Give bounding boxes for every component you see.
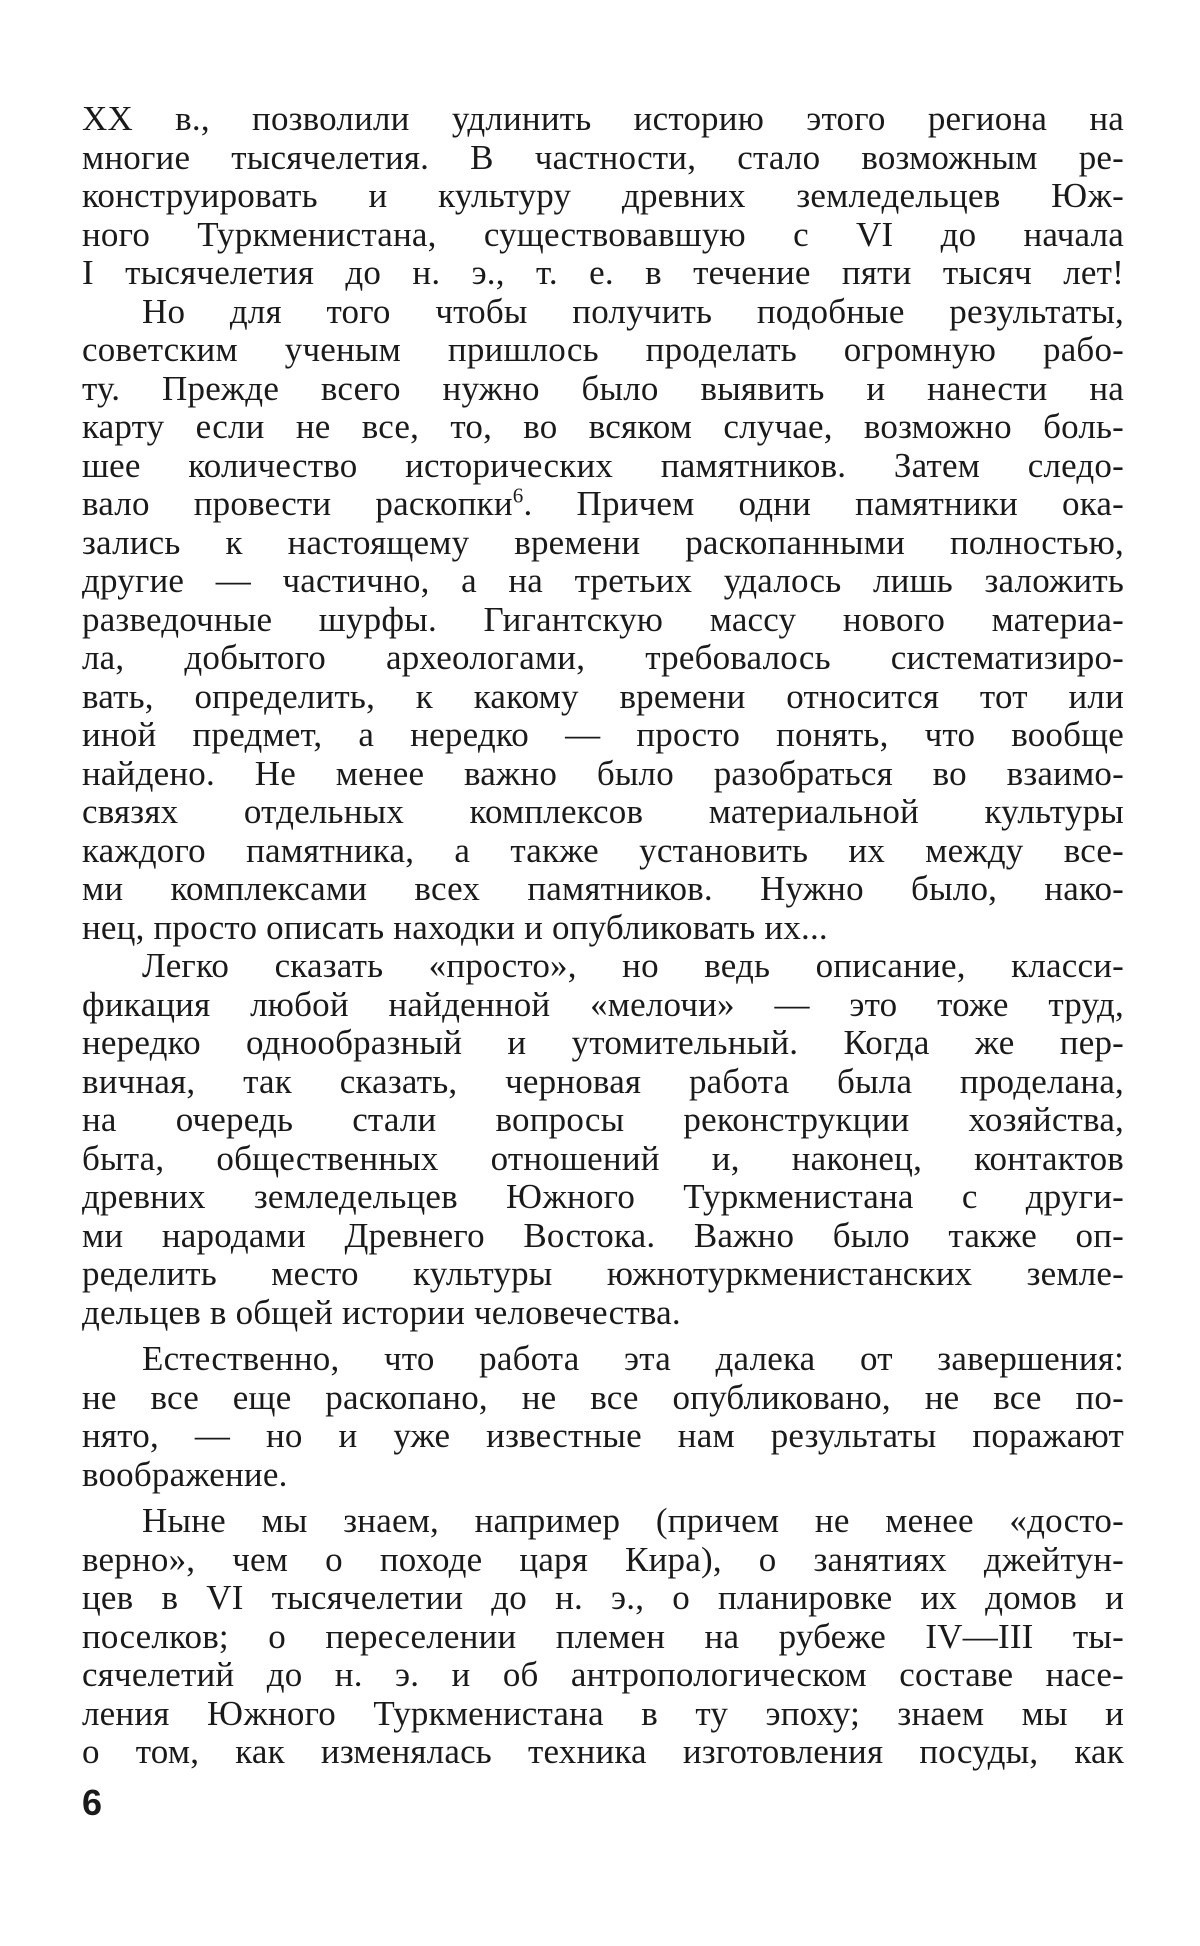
text-line: ления Южного Туркменистана в ту эпоху; знаем мы и xyxy=(82,1693,1124,1733)
text-line: другие — частично, а на третьих удалось лишь заложить xyxy=(82,561,1124,600)
text-line: нято, — но и уже известные нам результаты поражают xyxy=(82,1416,1124,1455)
footnote-reference[interactable]: 6 xyxy=(512,483,524,508)
body-text xyxy=(82,100,1124,1772)
text-line: Естественно, что работа эта далека от завершения: xyxy=(142,1339,1124,1378)
text-line: вичная, так сказать, черновая работа была проделана, xyxy=(82,1061,1124,1101)
text-line: каждого памятника, а также установить их между все- xyxy=(82,830,1124,870)
text-line: верно», чем о походе царя Кира), о занятиях джейтун- xyxy=(82,1539,1124,1579)
text-line: не все еще раскопано, не все опубликовано, не все по- xyxy=(82,1377,1124,1417)
text-line: I тысячелетия до н. э., т. е. в течение пяти тысяч лет! xyxy=(82,253,1124,292)
text-line: воображение. xyxy=(82,1454,288,1494)
text-line: шее количество исторических памятников. Затем следо- xyxy=(82,445,1124,485)
text-line: карту если не все, то, во всяком случае, возможно боль- xyxy=(82,407,1124,446)
text-fragment: . Причем одни памятники ока- xyxy=(523,484,1124,523)
text-line: иной предмет, а нередко — просто понять, что вообще xyxy=(82,715,1124,754)
text-line: многие тысячелетия. В частности, стало возможным ре- xyxy=(82,137,1124,177)
text-line: на очередь стали вопросы реконструкции хозяйства, xyxy=(82,1100,1124,1139)
text-line: ределить место культуры южнотуркменистанских земле- xyxy=(82,1254,1124,1293)
text-line: ного Туркменистана, существовавшую с VI до начала xyxy=(82,214,1124,254)
paragraph-3 xyxy=(82,947,1124,1332)
text-line: советским ученым пришлось проделать огромную рабо- xyxy=(82,330,1124,369)
text-line: нередко однообразный и утомительный. Когда же пер- xyxy=(82,1023,1124,1062)
paragraph-1 xyxy=(82,100,1124,293)
text-line: ми комплексами всех памятников. Нужно было, нако- xyxy=(82,869,1124,908)
paragraph-2 xyxy=(82,293,1124,948)
text-line: Но для того чтобы получить подобные результаты, xyxy=(142,291,1124,331)
text-line: найдено. Не менее важно было разобраться во взаимо- xyxy=(82,753,1124,793)
paragraph-5 xyxy=(82,1502,1124,1772)
text-line: вать, определить, к какому времени относится тот или xyxy=(82,676,1124,716)
text-line: сячелетий до н. э. и об антропологическом составе насе- xyxy=(82,1655,1124,1694)
text-line: ла, добытого археологами, требовалось систематизиро- xyxy=(82,638,1124,677)
text-line: зались к настоящему времени раскопанными полностью, xyxy=(82,522,1124,562)
text-line: ту. Прежде всего нужно было выявить и нанести на xyxy=(82,368,1124,408)
text-line: фикация любой найденной «мелочи» — это тоже труд, xyxy=(82,984,1124,1024)
paragraph-4 xyxy=(82,1340,1124,1494)
text-line: разведочные шурфы. Гигантскую массу нового материа- xyxy=(82,599,1124,639)
text-fragment: вало провести раскопки xyxy=(82,484,513,523)
text-line: дельцев в общей истории человечества. xyxy=(82,1292,681,1332)
text-line-with-footnote xyxy=(82,485,1124,524)
text-line: Ныне мы знаем, например (причем не менее «досто- xyxy=(142,1501,1124,1540)
text-line: конструировать и культуру древних земледельцев Юж- xyxy=(82,176,1124,215)
text-line: XX в., позволили удлинить историю этого региона на xyxy=(82,99,1124,138)
text-line: о том, как изменялась техника изготовления посуды, как xyxy=(82,1732,1124,1771)
text-line: нец, просто описать находки и опубликовать их... xyxy=(82,907,828,947)
text-line: быта, общественных отношений и, наконец, контактов xyxy=(82,1138,1124,1178)
text-line: связях отдельных комплексов материальной культуры xyxy=(82,792,1124,831)
text-line: Легко сказать «просто», но ведь описание, класси- xyxy=(142,946,1124,985)
text-line: древних земледельцев Южного Туркменистана с други- xyxy=(82,1177,1124,1216)
page-number: 6 xyxy=(82,1782,103,1823)
text-line: поселков; о переселении племен на рубеже IV—III ты- xyxy=(82,1616,1124,1656)
text-line: цев в VI тысячелетии до н. э., о планировке их домов и xyxy=(82,1578,1124,1617)
text-line: ми народами Древнего Востока. Важно было также оп- xyxy=(82,1215,1124,1255)
